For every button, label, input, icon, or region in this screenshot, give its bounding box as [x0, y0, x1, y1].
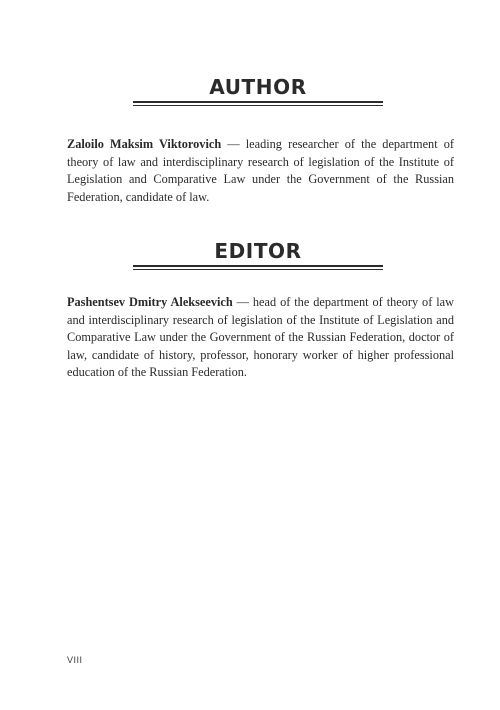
page-number: VIII: [67, 655, 83, 665]
author-description: — leading researcher of the department of theory of law and interdisciplinary research of legislation of the Institute of Legislation and Comparative Law under the Government of the Russian Federation, candidate of law.: [67, 137, 454, 204]
author-name: Zaloilo Maksim Viktorovich: [67, 137, 222, 151]
editor-heading: EDITOR: [214, 239, 302, 263]
author-heading-rule: [133, 101, 383, 106]
author-bio: [67, 136, 454, 206]
editor-name: Pashentsev Dmitry Alekseevich: [67, 295, 233, 309]
editor-heading-rule: [133, 265, 383, 270]
author-heading: AUTHOR: [209, 75, 307, 99]
editor-description: — head of the department of theory of law and interdisciplinary research of legislation of the Institute of Legislation and Comparative Law under the Government of the Russian Federation, doctor of law, candidate of history, professor, honorary worker of higher professional education of the Russian Federation.: [67, 295, 455, 380]
editor-bio: [67, 294, 454, 382]
